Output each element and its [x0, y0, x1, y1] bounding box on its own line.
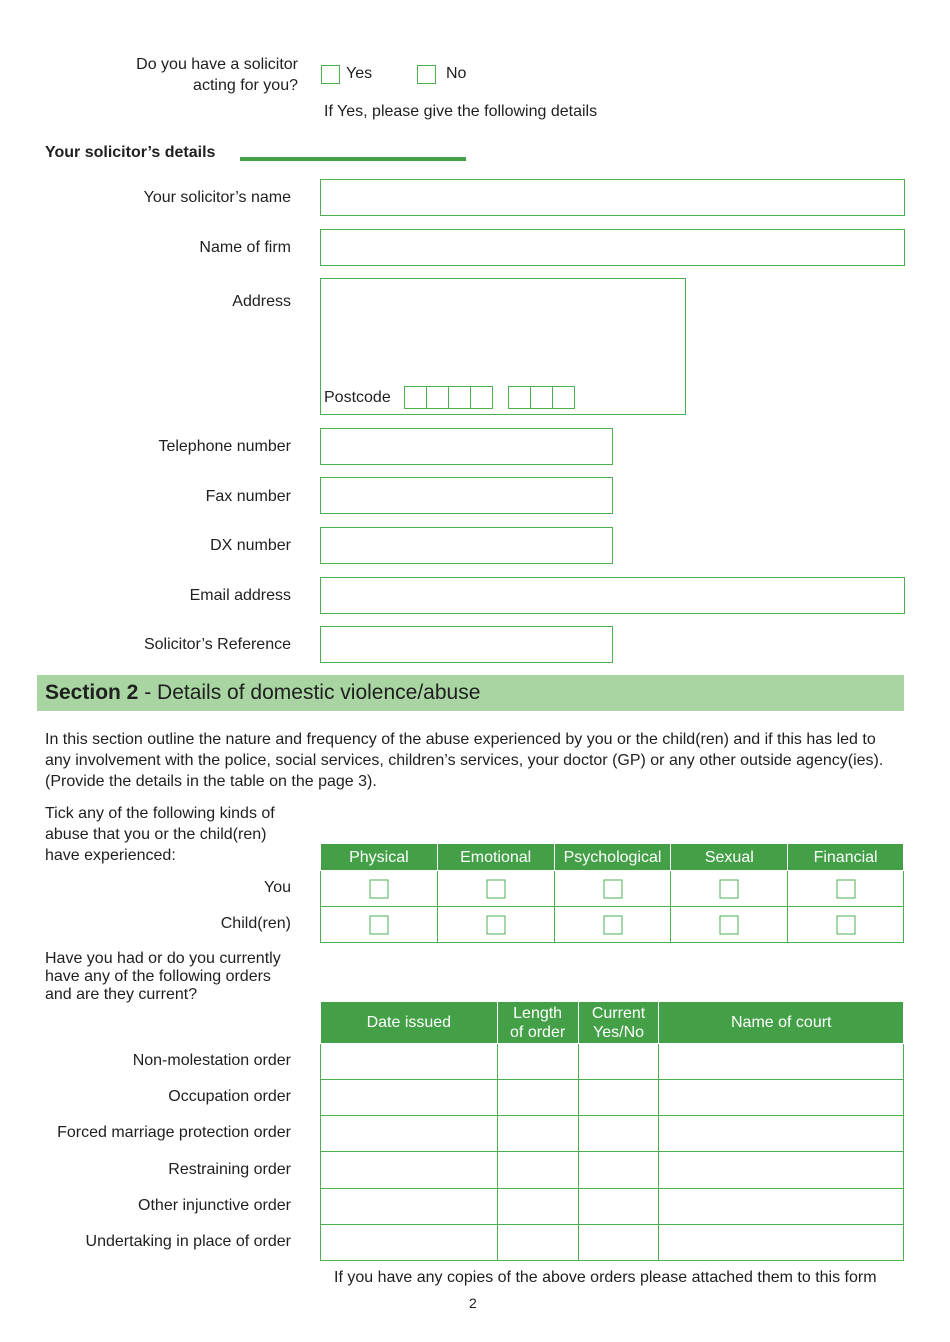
- orders-row-other-injunctive: [321, 1189, 904, 1225]
- abuse-row-children: [321, 907, 904, 943]
- orders-cell-input[interactable]: [659, 1080, 904, 1116]
- order-label-occupation: Occupation order: [168, 1088, 291, 1105]
- fax-input[interactable]: [320, 477, 613, 514]
- abuse-question: [45, 803, 275, 866]
- solicitor-hint: If Yes, please give the following details: [324, 103, 598, 120]
- orders-cell-input[interactable]: [578, 1080, 659, 1116]
- solicitor-name-label: Your solicitor’s name: [143, 189, 291, 206]
- abuse-col-physical: Physical: [321, 844, 438, 871]
- order-label-undertaking: Undertaking in place of order: [85, 1233, 291, 1250]
- orders-cell-input[interactable]: [578, 1189, 659, 1225]
- orders-cell-input[interactable]: [321, 1152, 498, 1189]
- orders-cell-input[interactable]: [497, 1080, 578, 1116]
- children-sexual-checkbox[interactable]: [720, 915, 739, 934]
- abuse-col-financial: Financial: [788, 844, 904, 871]
- dx-input[interactable]: [320, 527, 613, 564]
- firm-name-label: Name of firm: [199, 239, 291, 256]
- email-label: Email address: [189, 587, 291, 604]
- abuse-col-psychological: Psychological: [554, 844, 671, 871]
- order-label-other-injunctive: Other injunctive order: [138, 1197, 291, 1214]
- orders-cell-input[interactable]: [659, 1189, 904, 1225]
- telephone-input[interactable]: [320, 428, 613, 465]
- orders-cell-input[interactable]: [659, 1116, 904, 1152]
- orders-cell-input[interactable]: [578, 1116, 659, 1152]
- yes-checkbox[interactable]: [321, 65, 340, 84]
- children-financial-checkbox[interactable]: [836, 915, 855, 934]
- postcode-label: Postcode: [324, 389, 391, 406]
- postcode-cell[interactable]: [404, 386, 427, 409]
- orders-cell-input[interactable]: [321, 1080, 498, 1116]
- orders-cell-input[interactable]: [659, 1152, 904, 1189]
- orders-col-current: [578, 1002, 659, 1044]
- solicitor-name-input[interactable]: [320, 179, 905, 216]
- orders-col-length: [497, 1002, 578, 1044]
- order-label-forced-marriage: Forced marriage protection order: [57, 1124, 291, 1141]
- postcode-cell[interactable]: [448, 386, 471, 409]
- orders-cell-input[interactable]: [321, 1116, 498, 1152]
- orders-cell-input[interactable]: [497, 1152, 578, 1189]
- yes-label: Yes: [346, 65, 373, 82]
- address-label: Address: [232, 293, 291, 310]
- abuse-row-label-children: Child(ren): [220, 915, 291, 932]
- address-input[interactable]: [320, 278, 686, 415]
- section2-intro-line1: In this section outline the nature and frequency of the abuse experienced by you or the child(ren) and if this has led to: [45, 731, 876, 748]
- orders-col-length-line1: Length: [513, 1004, 563, 1022]
- orders-row-occupation: [321, 1080, 904, 1116]
- solicitor-question-line2: acting for you?: [193, 77, 298, 94]
- orders-cell-input[interactable]: [578, 1044, 659, 1080]
- section2-heading-rest: - Details of domestic violence/abuse: [138, 681, 481, 704]
- children-emotional-checkbox[interactable]: [486, 915, 505, 934]
- fax-label: Fax number: [205, 488, 291, 505]
- section2-intro: [45, 729, 915, 792]
- solicitor-question-line1: Do you have a solicitor: [136, 56, 298, 73]
- you-emotional-checkbox[interactable]: [486, 879, 505, 898]
- you-psychological-checkbox[interactable]: [603, 879, 622, 898]
- orders-cell-input[interactable]: [578, 1225, 659, 1261]
- orders-question-line1: Have you had or do you currently: [45, 950, 281, 967]
- orders-cell-input[interactable]: [497, 1189, 578, 1225]
- orders-row-undertaking: [321, 1225, 904, 1261]
- section2-heading-bold: Section 2: [45, 681, 139, 704]
- telephone-label: Telephone number: [158, 438, 291, 455]
- orders-row-non-molestation: [321, 1044, 904, 1080]
- abuse-question-line3: have experienced:: [45, 847, 176, 864]
- orders-cell-input[interactable]: [321, 1044, 498, 1080]
- you-financial-checkbox[interactable]: [836, 879, 855, 898]
- abuse-row-you: [321, 871, 904, 907]
- orders-question: [45, 950, 281, 1004]
- orders-cell-input[interactable]: [497, 1044, 578, 1080]
- section2-band: [37, 675, 904, 711]
- orders-col-current-line1: Current: [591, 1004, 646, 1022]
- postcode-cell[interactable]: [530, 386, 553, 409]
- orders-cell-input[interactable]: [321, 1225, 498, 1261]
- abuse-col-sexual: Sexual: [671, 844, 788, 871]
- page-number: 2: [469, 1295, 477, 1311]
- email-input[interactable]: [320, 577, 905, 614]
- orders-col-court: Name of court: [659, 1002, 904, 1044]
- no-label: No: [446, 65, 467, 82]
- postcode-cell[interactable]: [552, 386, 575, 409]
- abuse-question-line1: Tick any of the following kinds of: [45, 805, 275, 822]
- solicitor-details-heading: Your solicitor’s details: [45, 144, 216, 161]
- you-physical-checkbox[interactable]: [369, 879, 388, 898]
- postcode-cell[interactable]: [426, 386, 449, 409]
- postcode-cell[interactable]: [470, 386, 493, 409]
- orders-footer-note: If you have any copies of the above orders please attached them to this form: [334, 1269, 877, 1286]
- no-checkbox[interactable]: [417, 65, 436, 84]
- orders-cell-input[interactable]: [497, 1116, 578, 1152]
- orders-question-line2: have any of the following orders: [45, 968, 271, 985]
- postcode-cell[interactable]: [508, 386, 531, 409]
- children-physical-checkbox[interactable]: [369, 915, 388, 934]
- heading-underline: [240, 157, 466, 161]
- orders-cell-input[interactable]: [659, 1044, 904, 1080]
- children-psychological-checkbox[interactable]: [603, 915, 622, 934]
- abuse-row-label-you: You: [264, 879, 291, 896]
- solicitor-question-label: [40, 54, 298, 96]
- postcode-boxes-inward[interactable]: [508, 386, 578, 409]
- orders-cell-input[interactable]: [497, 1225, 578, 1261]
- order-label-restraining: Restraining order: [168, 1161, 291, 1178]
- orders-col-current-line2: Yes/No: [593, 1023, 645, 1041]
- orders-cell-input[interactable]: [659, 1225, 904, 1261]
- orders-cell-input[interactable]: [578, 1152, 659, 1189]
- reference-input[interactable]: [320, 626, 613, 663]
- abuse-question-line2: abuse that you or the child(ren): [45, 826, 267, 843]
- reference-label: Solicitor’s Reference: [143, 636, 291, 653]
- section2-intro-line2: any involvement with the police, social services, children’s services, your doctor (GP) or any other outside agency(ies).: [45, 752, 884, 769]
- dx-label: DX number: [210, 537, 291, 554]
- orders-col-length-line2: of order: [510, 1023, 566, 1041]
- abuse-col-emotional: Emotional: [437, 844, 554, 871]
- postcode-boxes-outward[interactable]: [404, 386, 496, 409]
- orders-question-line3: and are they current?: [45, 986, 198, 1003]
- section2-intro-line3: (Provide the details in the table on the page 3).: [45, 773, 377, 790]
- you-sexual-checkbox[interactable]: [720, 879, 739, 898]
- orders-col-date: Date issued: [321, 1002, 498, 1044]
- order-label-non-molestation: Non-molestation order: [132, 1052, 291, 1069]
- orders-row-restraining: [321, 1152, 904, 1189]
- orders-row-forced-marriage: [321, 1116, 904, 1152]
- firm-name-input[interactable]: [320, 229, 905, 266]
- abuse-table: [320, 843, 904, 943]
- orders-cell-input[interactable]: [321, 1189, 498, 1225]
- orders-table: [320, 1001, 904, 1261]
